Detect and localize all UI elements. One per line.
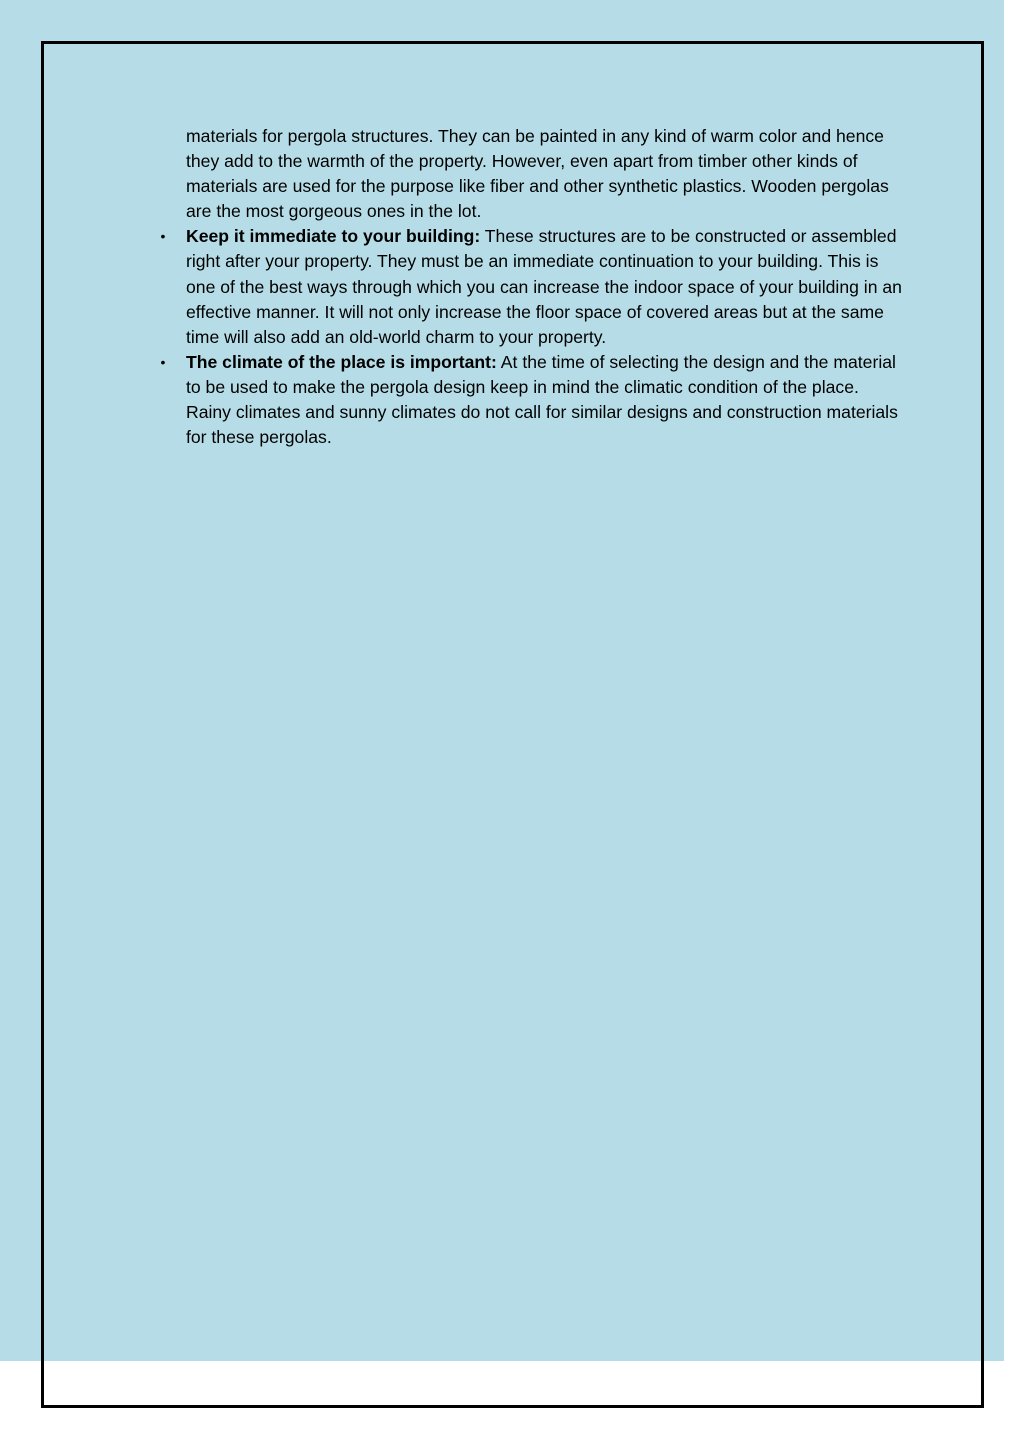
- document-body: [160, 124, 904, 450]
- bullet-item-building: [160, 224, 904, 349]
- bullet-heading: The climate of the place is important:: [186, 351, 497, 372]
- bullet-item-climate: [160, 350, 904, 450]
- bullet-marker: •: [160, 353, 166, 370]
- bullet-text: These structures are to be constructed or assembled right after your property. They must be an immediate continuation to your building. This is one of the best ways through which you can increase the indoor space of your building in an effective manner. It will not only increase the floor space of covered areas but at the same time will also add an old-world charm to your property.: [186, 226, 902, 347]
- bullet-list: [160, 224, 904, 450]
- intro-paragraph: materials for pergola structures. They can be painted in any kind of warm color and hence they add to the warmth of the property. However, even apart from timber other kinds of materials are used for the purpose like fiber and other synthetic plastics. Wooden pergolas are the most gorgeous ones in the lot.: [186, 126, 889, 222]
- bullet-heading: Keep it immediate to your building:: [186, 226, 481, 247]
- bullet-text: At the time of selecting the design and the material to be used to make the pergola design keep in mind the climatic condition of the place. Rainy climates and sunny climates do not call for similar designs and construction materials for these pergolas.: [186, 351, 898, 448]
- bullet-marker: •: [160, 228, 166, 245]
